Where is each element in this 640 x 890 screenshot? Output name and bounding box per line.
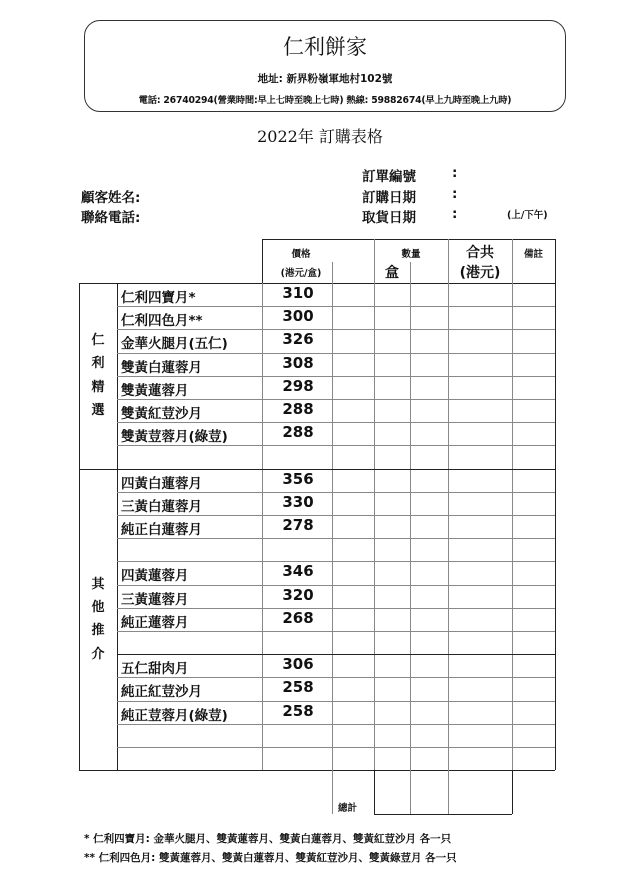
total-unit-header: (港元) bbox=[459, 265, 501, 281]
item-price: 330 bbox=[282, 492, 314, 511]
table-column-rule bbox=[410, 283, 411, 770]
item-price: 320 bbox=[282, 585, 314, 604]
item-name: 雙黃白蓮蓉月 bbox=[121, 359, 202, 376]
table-rule bbox=[117, 329, 555, 330]
customer-name-label: 顧客姓名: bbox=[81, 190, 141, 206]
section-label-char: 精 bbox=[91, 379, 105, 395]
table-rule bbox=[117, 585, 555, 586]
item-price: 298 bbox=[282, 376, 314, 395]
table-rule bbox=[117, 376, 555, 377]
item-name: 三黃蓮蓉月 bbox=[121, 591, 189, 608]
table-column-rule bbox=[332, 283, 333, 770]
subsection-divider bbox=[117, 654, 555, 655]
table-column-rule bbox=[448, 283, 449, 770]
table-rule bbox=[117, 677, 555, 678]
order-date-label: 訂購日期 bbox=[362, 190, 416, 206]
item-price: 310 bbox=[282, 284, 314, 302]
form-title: 2022年 訂購表格 bbox=[257, 127, 383, 146]
section-label-char: 他 bbox=[91, 599, 105, 615]
item-name: 純正荳蓉月(綠荳) bbox=[121, 707, 228, 724]
item-price: 308 bbox=[282, 353, 314, 372]
table-column-rule bbox=[410, 262, 411, 283]
item-price: 288 bbox=[282, 400, 314, 418]
item-price: 356 bbox=[282, 469, 314, 488]
item-price: 306 bbox=[282, 655, 314, 674]
grand-total-rule bbox=[332, 770, 333, 814]
item-name: 仁利四色月** bbox=[121, 313, 203, 330]
item-price: 300 bbox=[282, 307, 314, 326]
table-column-rule bbox=[512, 239, 513, 283]
item-price: 258 bbox=[282, 678, 314, 697]
table-rule bbox=[117, 608, 555, 609]
item-name: 五仁甜肉月 bbox=[121, 661, 189, 678]
table-column-rule bbox=[374, 283, 375, 770]
table-rule bbox=[117, 399, 555, 400]
item-name: 純正紅荳沙月 bbox=[121, 684, 202, 701]
table-column-rule bbox=[332, 262, 333, 283]
table-rule bbox=[117, 492, 555, 493]
section-label-char: 其 bbox=[91, 576, 105, 592]
table-rule bbox=[117, 353, 555, 354]
order-number-label: 訂單編號 bbox=[362, 169, 416, 185]
item-name: 純正白蓮蓉月 bbox=[121, 522, 202, 538]
table-column-rule bbox=[262, 283, 263, 770]
footnote-four-colours: ** 仁利四色月: 雙黃蓮蓉月、雙黃白蓮蓉月、雙黃紅荳沙月、雙黃綠荳月 各一只 bbox=[84, 852, 457, 864]
contact-phone-label: 聯絡電話: bbox=[81, 210, 141, 226]
item-name: 純正蓮蓉月 bbox=[121, 614, 189, 631]
order-date-colon: : bbox=[452, 186, 458, 202]
pickup-date-colon: : bbox=[452, 206, 458, 222]
table-rule bbox=[117, 724, 555, 725]
table-rule bbox=[117, 422, 555, 423]
section-label-char: 利 bbox=[91, 356, 105, 372]
grand-total-box-left bbox=[374, 770, 375, 814]
table-bottom-rule bbox=[79, 770, 555, 771]
table-column-rule bbox=[512, 283, 513, 770]
table-rule bbox=[117, 561, 555, 562]
section-label-char: 選 bbox=[91, 403, 105, 419]
grand-total-label: 總計 bbox=[338, 803, 358, 814]
section-label-char: 推 bbox=[91, 623, 105, 639]
item-name: 四黃蓮蓉月 bbox=[121, 568, 189, 585]
table-rule bbox=[117, 445, 555, 446]
pickup-time-note: (上/下午) bbox=[507, 210, 548, 221]
item-price: 346 bbox=[282, 562, 314, 581]
remarks-header: 備註 bbox=[523, 249, 543, 260]
shop-header-box bbox=[84, 20, 566, 112]
shop-name: 仁利餅家 bbox=[283, 35, 367, 59]
item-name: 雙黃蓮蓉月 bbox=[121, 382, 189, 399]
table-column-rule bbox=[448, 770, 449, 814]
item-name: 金華火腿月(五仁) bbox=[121, 336, 228, 353]
price-unit-header: (港元/盒) bbox=[280, 268, 322, 279]
quantity-header: 數量 bbox=[401, 249, 421, 260]
table-rule bbox=[117, 701, 555, 702]
order-number-colon: : bbox=[452, 165, 458, 181]
table-rule bbox=[117, 631, 555, 632]
item-price: 326 bbox=[282, 330, 314, 349]
table-column-rule bbox=[448, 239, 449, 283]
item-name: 仁利四寶月* bbox=[121, 290, 196, 306]
table-column-rule bbox=[374, 239, 375, 283]
shop-phones: 電話: 26740294(營業時間:早上七時至晚上七時) 熱線: 59882674(早上九時至晚上九時) bbox=[138, 95, 512, 106]
grand-total-box-right bbox=[512, 770, 513, 814]
item-price: 288 bbox=[282, 423, 314, 442]
item-name: 三黃白蓮蓉月 bbox=[121, 498, 202, 515]
quantity-unit-header: 盒 bbox=[385, 265, 399, 281]
footnote-four-treasures: * 仁利四寶月: 金華火腿月、雙黃蓮蓉月、雙黃白蓮蓉月、雙黃紅荳沙月 各一只 bbox=[84, 833, 452, 845]
table-rule bbox=[117, 538, 555, 539]
table-rule bbox=[117, 515, 555, 516]
table-rule bbox=[117, 747, 555, 748]
item-price: 268 bbox=[282, 608, 314, 627]
total-header: 合共 bbox=[466, 245, 494, 261]
table-right-rule bbox=[555, 239, 556, 770]
item-price: 278 bbox=[282, 516, 314, 534]
table-rule bbox=[117, 306, 555, 307]
item-name: 四黃白蓮蓉月 bbox=[121, 475, 202, 492]
grand-total-box-bottom bbox=[374, 814, 512, 815]
item-price: 258 bbox=[282, 701, 314, 720]
shop-address: 地址: 新界粉嶺軍地村102號 bbox=[257, 73, 393, 85]
table-column-rule bbox=[117, 283, 118, 770]
header-left-rule bbox=[262, 239, 263, 283]
section-label-char: 介 bbox=[91, 646, 105, 662]
item-name: 雙黃紅荳沙月 bbox=[121, 406, 202, 422]
table-column-rule bbox=[410, 770, 411, 814]
section-label-char: 仁 bbox=[91, 333, 105, 348]
pickup-date-label: 取貨日期 bbox=[362, 210, 416, 226]
item-name: 雙黃荳蓉月(綠荳) bbox=[121, 429, 228, 446]
price-header: 價格 bbox=[291, 249, 311, 260]
